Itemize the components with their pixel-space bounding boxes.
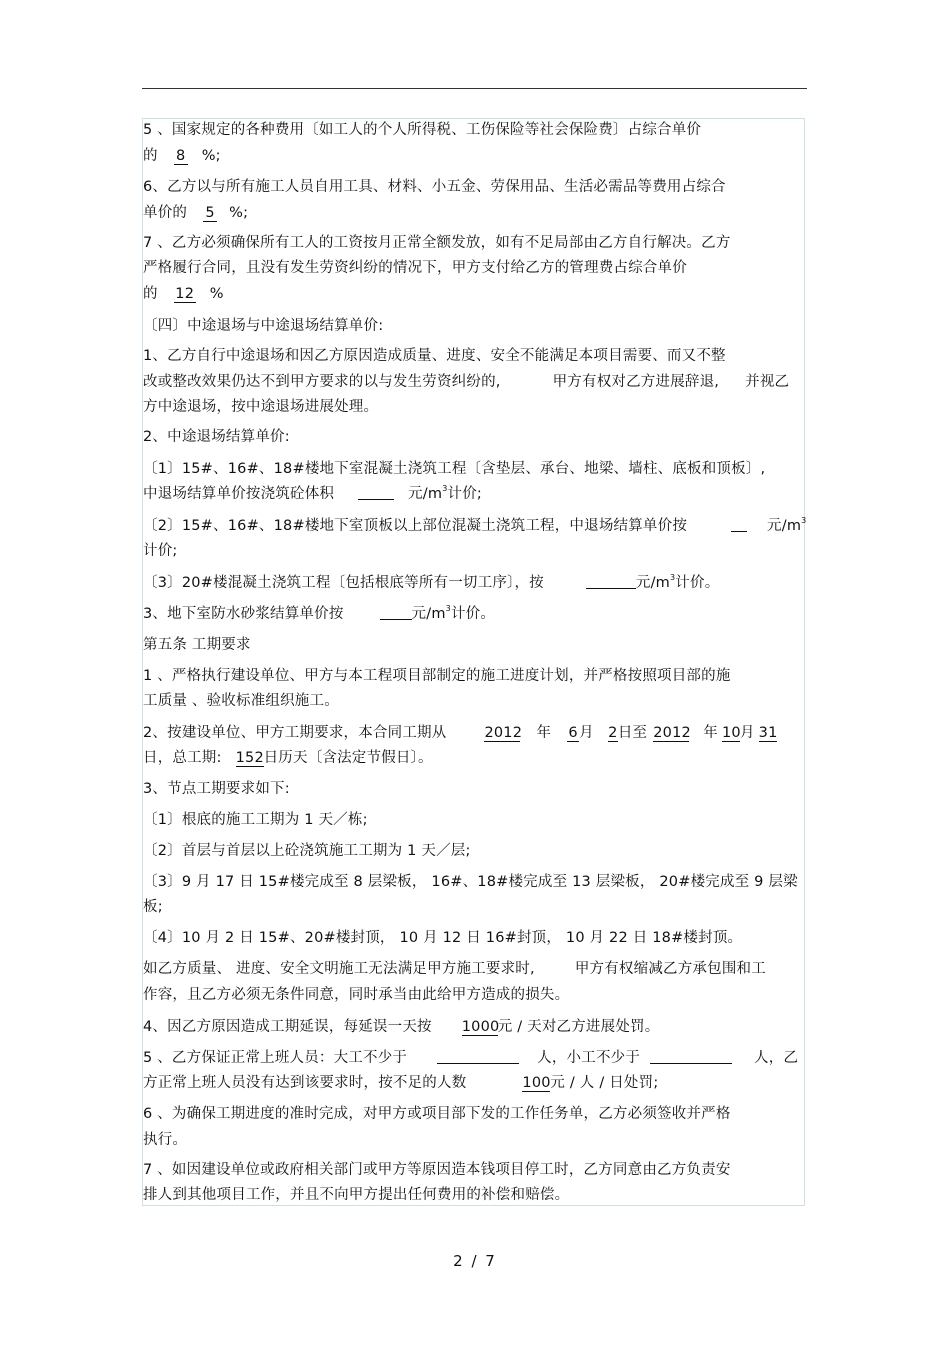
art5-clause-line-2	[143, 986, 805, 1004]
art5-clause-line-1	[143, 960, 805, 978]
text: 的	[143, 286, 158, 302]
text: 第五条 工期要求	[143, 637, 251, 653]
text: 人，小工不少于	[537, 1050, 641, 1066]
blank-field	[586, 574, 636, 589]
art5-p6-line-2	[143, 1131, 805, 1149]
text: %	[209, 286, 224, 302]
percent-value: 12	[175, 286, 195, 302]
art5-node-3-line-2	[143, 898, 805, 916]
text: 单价的	[143, 205, 188, 221]
sec4-item-2-line-2	[143, 542, 805, 560]
penalty-per-person: 100	[522, 1075, 551, 1091]
item-7-line-1	[143, 234, 805, 252]
art5-p1-line-1	[143, 667, 805, 685]
text: 1 、严格执行建设单位、甲方与本工程项目部制定的施工进度计划，并严格按照项目部的施	[143, 668, 731, 684]
sec4-item-3	[143, 574, 805, 592]
text: 排人到其他项目工作，并且不向甲方提出任何费用的补偿和赔偿。	[143, 1187, 570, 1203]
sec4-p3	[143, 605, 805, 623]
percent-value: 8	[174, 148, 188, 165]
sec4-p2	[143, 428, 805, 446]
text: %;	[229, 205, 249, 221]
text: 月	[579, 725, 594, 741]
text: %;	[201, 148, 221, 164]
text: 3、节点工期要求如下:	[143, 781, 290, 797]
text: 改或整改效果仍达不到甲方要求的以与发生劳资纠纷的,	[143, 374, 501, 390]
text: 6、乙方以与所有施工人员自用工具、材料、小五金、劳保用品、生活必需品等费用占综合	[143, 179, 726, 195]
total-days: 152	[235, 750, 264, 766]
start-month: 6	[568, 725, 578, 741]
text: 日至	[617, 725, 648, 741]
text: 元 / 人 / 日处罚;	[550, 1075, 659, 1091]
text: 〔1〕根底的施工工期为 1 天／栋;	[143, 812, 368, 828]
blank-field	[650, 1049, 732, 1064]
page-number: 2 / 7	[453, 1252, 497, 1270]
text: 计价;	[447, 486, 483, 502]
superscript: 3	[801, 516, 807, 525]
art5-p2-line-1	[143, 724, 805, 742]
text: 元/m	[408, 486, 443, 502]
text: 计价。	[675, 575, 720, 591]
text: 板;	[143, 899, 163, 915]
text: 元/m	[635, 575, 670, 591]
text: 执行。	[143, 1132, 188, 1148]
art5-p1-line-2	[143, 692, 805, 710]
text: 月	[739, 725, 755, 741]
end-month: 10	[721, 725, 741, 741]
text: 方正常上班人员没有达到该要求时，按不足的人数	[143, 1075, 467, 1091]
blank-field	[731, 517, 747, 532]
text: 〔2〕15#、16#、18#楼地下室顶板以上部位混凝土浇筑工程，中退场结算单价按	[143, 518, 688, 534]
text: 年	[703, 725, 718, 741]
text: 7 、如因建设单位或政府相关部门或甲方等原因造本钱项目停工时，乙方同意由乙方负责安	[143, 1162, 731, 1178]
text: 计价。	[450, 606, 496, 622]
sec4-p1-line-3	[143, 398, 805, 416]
blank-field	[358, 485, 394, 500]
art5-node-3-line-1	[143, 873, 805, 891]
sec4-item-2-line-1	[143, 517, 805, 535]
text: 5 、乙方保证正常上班人员：大工不少于	[143, 1050, 408, 1066]
text: 的	[143, 148, 158, 164]
superscript: 3	[442, 484, 448, 493]
art5-p6-line-1	[143, 1105, 805, 1123]
text: 〔1〕15#、16#、18#楼地下室混凝土浇筑工程〔含垫层、承台、地梁、墙柱、底板和顶板〕,	[143, 461, 766, 477]
art5-node-2	[143, 842, 805, 860]
item-6-line-1	[143, 178, 805, 196]
text: 2、按建设单位、甲方工期要求，本合同工期从	[143, 725, 447, 741]
text: 严格履行合同，且没有发生劳资纠纷的情况下，甲方支付给乙方的管理费占综合单价	[143, 260, 687, 276]
start-year: 2012	[484, 725, 523, 741]
blank-field	[437, 1049, 519, 1064]
sec4-item-1-line-2	[143, 485, 805, 503]
text: 〔3〕20#楼混凝土浇筑工程〔包括根底等所有一切工序〕，按	[143, 575, 544, 591]
text: 甲方有权对乙方进展辞退,	[552, 374, 720, 390]
art5-p5-line-1	[143, 1049, 805, 1067]
text: 〔4〕10 月 2 日 15#、20#楼封顶， 10 月 12 日 16#封顶， 10 月 22 日 18#楼封顶。	[143, 930, 743, 946]
text: 中退场结算单价按浇筑砼体积	[143, 486, 335, 502]
text: 7 、乙方必须确保所有工人的工资按月正常全额发放，如有不足局部由乙方自行解决。乙方	[143, 235, 731, 251]
text: 5 、国家规定的各种费用〔如工人的个人所得税、工伤保险等社会保险费〕占综合单价	[143, 122, 702, 138]
text: 日历天〔含法定节假日〕。	[263, 750, 433, 766]
sec4-p1-line-2	[143, 373, 805, 391]
text: 甲方有权缩减乙方承包围和工	[574, 961, 766, 977]
text: 6 、为确保工期进度的准时完成，对甲方或项目部下发的工作任务单，乙方必须签收并严格	[143, 1106, 731, 1122]
art5-p5-line-2	[143, 1074, 805, 1092]
penalty-per-day: 1000	[461, 1019, 500, 1035]
text: 并视乙	[745, 374, 790, 390]
text: 年	[536, 725, 552, 741]
text: 元 / 天对乙方进展处罚。	[497, 1019, 660, 1035]
text: 元/m	[767, 518, 802, 534]
art5-node-1	[143, 811, 805, 829]
text: 〔四〕中途退场与中途退场结算单价:	[143, 318, 384, 334]
sec4-item-1-line-1	[143, 460, 805, 478]
art5-p7-line-1	[143, 1161, 805, 1179]
superscript: 3	[445, 604, 451, 613]
sec4-p1-line-1	[143, 347, 805, 365]
text: 作容，且乙方必须无条件同意，同时承当由此给甲方造成的损失。	[143, 987, 570, 1003]
end-year: 2012	[653, 725, 691, 741]
start-day: 2	[608, 725, 618, 741]
art5-p2-line-2	[143, 749, 805, 767]
text: 计价;	[143, 543, 178, 559]
item-6-line-2	[143, 204, 805, 222]
header-rule	[142, 88, 807, 89]
article-5-heading	[143, 636, 805, 654]
text: 2、中途退场结算单价:	[143, 429, 290, 445]
art5-p7-line-2	[143, 1186, 805, 1204]
text: 日，总工期:	[143, 750, 222, 766]
text: 4、因乙方原因造成工期延误，每延误一天按	[143, 1019, 432, 1035]
blank-field	[380, 605, 412, 620]
item-5-line-2	[143, 147, 805, 165]
text: 〔2〕首层与首层以上砼浇筑施工工期为 1 天／层;	[143, 843, 471, 859]
text: 如乙方质量、 进度、安全文明施工无法满足甲方施工要求时,	[143, 961, 535, 977]
item-5-line-1	[143, 121, 805, 139]
end-day: 31	[758, 725, 778, 741]
item-7-line-3	[143, 285, 805, 303]
text: 工质量 、验收标准组织施工。	[143, 693, 339, 709]
percent-value: 5	[203, 205, 217, 222]
art5-node-4	[143, 929, 805, 947]
superscript: 3	[670, 573, 676, 582]
content-frame	[142, 118, 805, 1206]
art5-p4	[143, 1018, 805, 1036]
section-4-heading	[143, 317, 805, 335]
text: 人，乙	[754, 1050, 799, 1066]
item-7-line-2	[143, 259, 805, 277]
text: 1、乙方自行中途退场和因乙方原因造成质量、进度、安全不能满足本项目需要、而又不整	[143, 348, 726, 364]
text: 3、地下室防水砂浆结算单价按	[143, 606, 344, 622]
art5-p3	[143, 780, 805, 798]
text: 方中途退场，按中途退场进展处理。	[143, 399, 379, 415]
text: 元/m	[411, 606, 446, 622]
text: 〔3〕9 月 17 日 15#楼完成至 8 层梁板， 16#、18#楼完成至 13 层梁板， 20#楼完成至 9 层梁	[143, 874, 798, 890]
